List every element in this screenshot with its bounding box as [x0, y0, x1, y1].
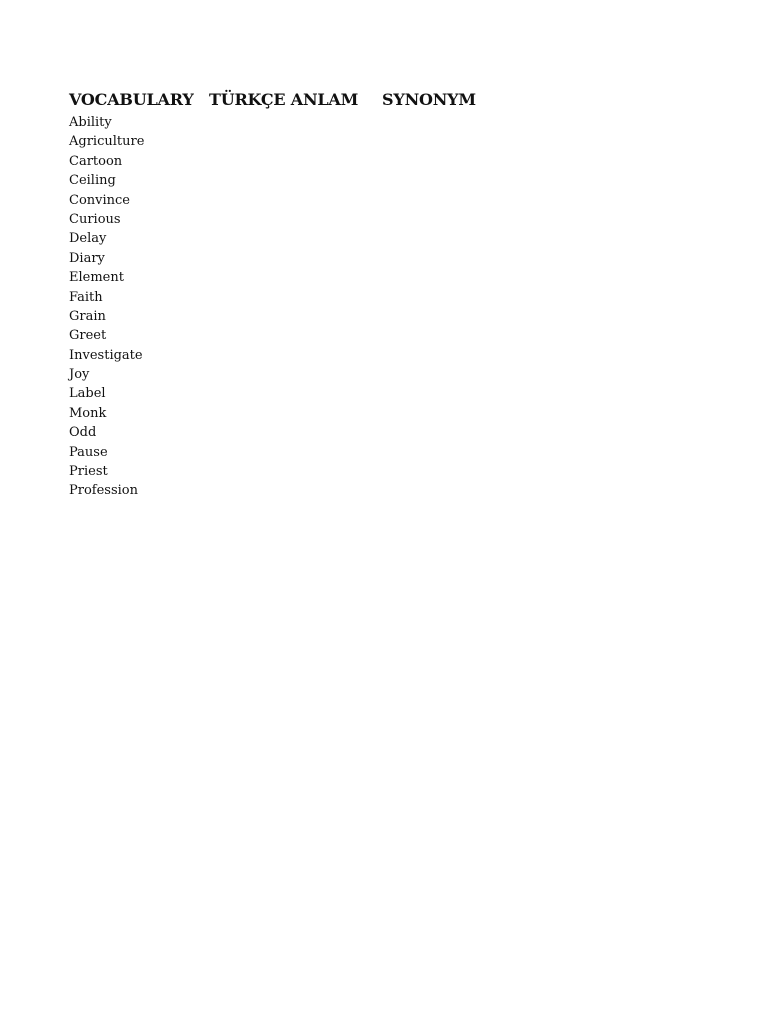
list-item: Joy — [69, 367, 90, 383]
list-item: Cartoon — [69, 153, 123, 169]
header-turkce-anlam: TÜRKÇE ANLAM — [209, 90, 359, 109]
list-item: Delay — [69, 231, 107, 247]
list-item: Odd — [69, 425, 97, 441]
table-header-row — [0, 89, 768, 113]
list-item: Faith — [69, 289, 103, 305]
header-vocabulary: VOCABULARY — [69, 90, 194, 109]
list-item: Investigate — [69, 347, 143, 363]
list-item: Monk — [69, 405, 107, 421]
list-item: Priest — [69, 464, 108, 480]
header-synonym: SYNONYM — [382, 90, 476, 109]
list-item: Grain — [69, 308, 106, 324]
list-item: Ceiling — [69, 173, 116, 189]
list-item: Curious — [69, 211, 121, 227]
list-item: Label — [69, 386, 106, 402]
list-item: Pause — [69, 444, 108, 460]
vocabulary-list — [69, 113, 144, 501]
list-item: Agriculture — [69, 134, 145, 150]
list-item: Greet — [69, 328, 107, 344]
list-item: Element — [69, 270, 124, 286]
list-item: Ability — [69, 115, 112, 130]
list-item: Convince — [69, 192, 130, 208]
list-item: Diary — [69, 250, 105, 266]
list-item: Profession — [69, 483, 138, 499]
